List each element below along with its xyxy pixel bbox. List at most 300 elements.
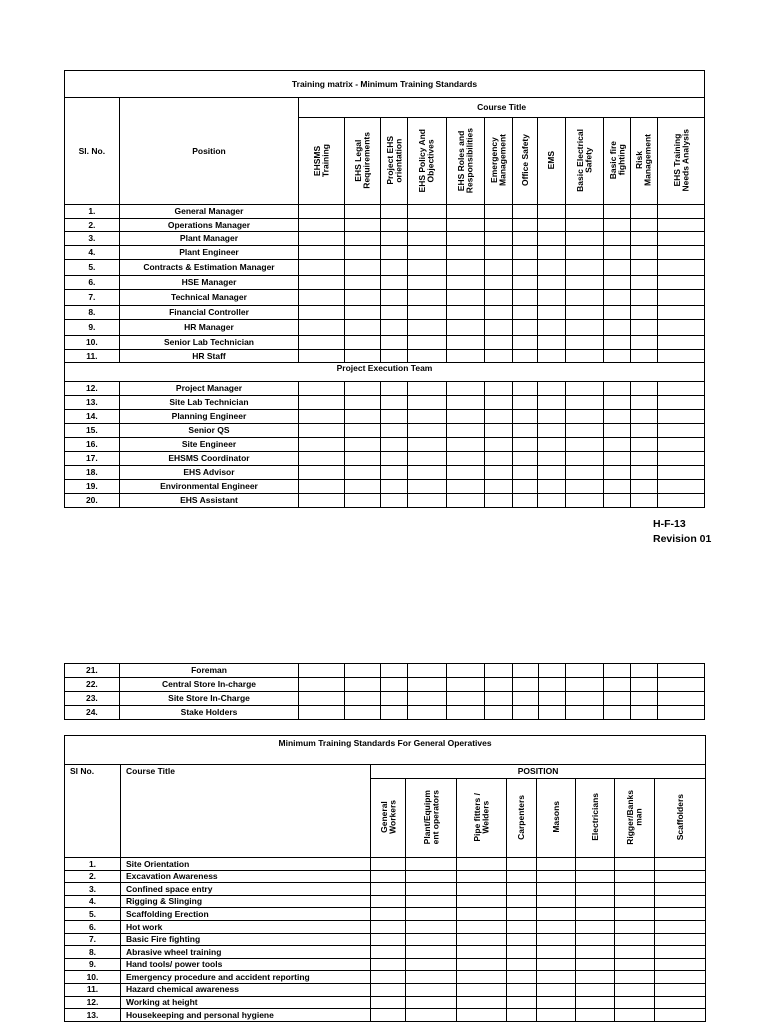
matrix-cell [604, 350, 630, 363]
matrix-cell [299, 706, 345, 720]
course-header-cell [538, 118, 565, 205]
matrix-cell [299, 396, 345, 410]
matrix-cell [630, 260, 657, 276]
position-header-cell [507, 779, 537, 858]
row-number: 2. [65, 870, 121, 883]
matrix-cell [457, 933, 507, 946]
course-title-label: Basic fire fighting [607, 141, 627, 180]
matrix-cell [658, 246, 705, 260]
course-title-label: EMS [546, 151, 557, 170]
matrix-cell [447, 480, 485, 494]
matrix-cell [447, 424, 485, 438]
matrix-cell [630, 678, 657, 692]
matrix-cell [538, 336, 565, 350]
matrix-cell [507, 883, 537, 896]
matrix-cell [565, 452, 604, 466]
matrix-cell [658, 205, 705, 219]
matrix-cell [658, 678, 705, 692]
matrix-cell [407, 410, 447, 424]
table-row [65, 706, 705, 720]
matrix-cell [507, 996, 537, 1009]
matrix-cell [538, 494, 565, 508]
matrix-cell [538, 290, 565, 306]
matrix-cell [507, 946, 537, 959]
matrix-cell [576, 1009, 615, 1022]
matrix-cell [371, 958, 406, 971]
matrix-cell [513, 410, 538, 424]
matrix-cell [604, 438, 630, 452]
matrix-cell [576, 858, 615, 871]
course-title-header: Course Title [299, 98, 705, 118]
matrix-cell [538, 260, 565, 276]
row-number: 3. [65, 232, 120, 246]
matrix-cell [484, 232, 512, 246]
matrix-cell [447, 336, 485, 350]
matrix-cell [604, 692, 630, 706]
matrix-cell [630, 205, 657, 219]
matrix-cell [407, 260, 447, 276]
course-header-cell [299, 118, 345, 205]
matrix-cell [344, 706, 381, 720]
matrix-cell [655, 883, 706, 896]
row-number: 5. [65, 908, 121, 921]
matrix-cell [299, 664, 345, 678]
matrix-cell [513, 276, 538, 290]
matrix-cell [299, 410, 345, 424]
row-number: 12. [65, 382, 120, 396]
matrix-cell [565, 424, 604, 438]
matrix-cell [299, 480, 345, 494]
matrix-cell [447, 320, 485, 336]
row-course: Housekeeping and personal hygiene [121, 1009, 371, 1022]
matrix-cell [344, 260, 381, 276]
matrix-cell [615, 870, 655, 883]
matrix-cell [630, 494, 657, 508]
matrix-cell [538, 246, 565, 260]
matrix-cell [344, 276, 381, 290]
matrix-cell [447, 219, 485, 232]
matrix-cell [604, 320, 630, 336]
matrix-cell [299, 692, 345, 706]
position-label: Carpenters [516, 794, 527, 840]
row-course: Hazard chemical awareness [121, 983, 371, 996]
matrix-cell [565, 664, 604, 678]
matrix-cell [381, 692, 407, 706]
matrix-cell [513, 438, 538, 452]
table-row [65, 883, 706, 896]
matrix-cell [604, 424, 630, 438]
matrix-cell [371, 996, 406, 1009]
row-position: Site Engineer [119, 438, 298, 452]
matrix-cell [457, 883, 507, 896]
matrix-cell [604, 290, 630, 306]
row-number: 7. [65, 290, 120, 306]
matrix-cell [381, 466, 407, 480]
row-number: 5. [65, 260, 120, 276]
course-header-cell [565, 118, 604, 205]
position-header-cell [576, 779, 615, 858]
row-number: 14. [65, 410, 120, 424]
matrix-cell [507, 895, 537, 908]
matrix-cell [538, 396, 565, 410]
matrix-cell [484, 276, 512, 290]
course-title-label: Office Safety [520, 134, 531, 187]
matrix-cell [537, 858, 576, 871]
matrix-cell [658, 306, 705, 320]
matrix-cell [655, 996, 706, 1009]
matrix-cell [344, 219, 381, 232]
matrix-cell [576, 883, 615, 896]
matrix-cell [407, 219, 447, 232]
table-row [65, 895, 706, 908]
course-title-label: EHSMS Training [312, 143, 331, 177]
matrix-cell [484, 260, 512, 276]
row-number: 12. [65, 996, 121, 1009]
matrix-cell [406, 971, 457, 984]
row-course: Hot work [121, 920, 371, 933]
matrix-cell [565, 219, 604, 232]
table-row [65, 410, 705, 424]
table-row [65, 958, 706, 971]
row-course: Hand tools/ power tools [121, 958, 371, 971]
matrix-cell [658, 350, 705, 363]
matrix-cell [604, 480, 630, 494]
matrix-cell [658, 219, 705, 232]
matrix-cell [299, 306, 345, 320]
course-header-cell [604, 118, 630, 205]
matrix-cell [457, 895, 507, 908]
matrix-cell [371, 946, 406, 959]
row-position: Plant Engineer [119, 246, 298, 260]
matrix-cell [371, 920, 406, 933]
matrix-cell [513, 706, 538, 720]
table-row [65, 205, 705, 219]
matrix-cell [655, 920, 706, 933]
row-number: 9. [65, 958, 121, 971]
row-number: 4. [65, 895, 121, 908]
matrix-cell [344, 232, 381, 246]
matrix-cell [484, 692, 512, 706]
matrix-cell [447, 452, 485, 466]
row-position: Financial Controller [119, 306, 298, 320]
matrix-cell [576, 920, 615, 933]
matrix-cell [406, 870, 457, 883]
row-position: HSE Manager [119, 276, 298, 290]
matrix-cell [447, 290, 485, 306]
matrix-cell [484, 678, 512, 692]
row-number: 2. [65, 219, 120, 232]
table-row [65, 290, 705, 306]
matrix-cell [406, 946, 457, 959]
matrix-cell [565, 306, 604, 320]
matrix-cell [299, 678, 345, 692]
matrix-cell [381, 336, 407, 350]
matrix-cell [537, 946, 576, 959]
matrix-cell [484, 466, 512, 480]
matrix-cell [538, 692, 565, 706]
matrix-cell [630, 382, 657, 396]
matrix-cell [538, 276, 565, 290]
matrix-cell [630, 480, 657, 494]
matrix-cell [658, 706, 705, 720]
matrix-cell [537, 908, 576, 921]
matrix-cell [507, 933, 537, 946]
matrix-cell [513, 424, 538, 438]
matrix-cell [565, 276, 604, 290]
matrix-cell [655, 958, 706, 971]
matrix-cell [484, 494, 512, 508]
row-position: Site Lab Technician [119, 396, 298, 410]
matrix-cell [565, 260, 604, 276]
matrix-cell [576, 983, 615, 996]
matrix-cell [630, 246, 657, 260]
matrix-cell [484, 410, 512, 424]
matrix-cell [604, 678, 630, 692]
course-title-label: EHS Training Needs Analysis [671, 128, 691, 192]
matrix-cell [344, 664, 381, 678]
matrix-cell [407, 678, 447, 692]
matrix-cell [615, 946, 655, 959]
matrix-cell [565, 320, 604, 336]
matrix-cell [447, 306, 485, 320]
matrix-cell [513, 350, 538, 363]
course-title-label: Risk Management [634, 134, 653, 187]
matrix-cell [406, 883, 457, 896]
matrix-cell [484, 306, 512, 320]
training-matrix-continuation-table [64, 663, 705, 720]
matrix-cell [344, 246, 381, 260]
matrix-cell [538, 382, 565, 396]
row-number: 13. [65, 396, 120, 410]
row-course: Site Orientation [121, 858, 371, 871]
position-label: Scaffolders [674, 794, 685, 841]
row-position: Foreman [119, 664, 299, 678]
matrix-cell [447, 276, 485, 290]
matrix-cell [658, 320, 705, 336]
matrix-cell [513, 290, 538, 306]
matrix-cell [538, 438, 565, 452]
matrix-cell [604, 306, 630, 320]
position-label: Plant/Equipm ent operators [421, 790, 440, 845]
course-title-label: Project EHS orientation [384, 135, 403, 185]
matrix-cell [406, 933, 457, 946]
matrix-cell [407, 480, 447, 494]
matrix-cell [513, 336, 538, 350]
table-row [65, 971, 706, 984]
matrix-cell [658, 232, 705, 246]
matrix-cell [381, 276, 407, 290]
row-course: Working at height [121, 996, 371, 1009]
table-row [65, 246, 705, 260]
matrix-cell [484, 205, 512, 219]
table-row [65, 946, 706, 959]
matrix-cell [484, 438, 512, 452]
matrix-cell [538, 205, 565, 219]
row-course: Basic Fire fighting [121, 933, 371, 946]
matrix-cell [447, 692, 485, 706]
matrix-cell [565, 232, 604, 246]
table-row [65, 438, 705, 452]
matrix-cell [344, 205, 381, 219]
position-header-cell [537, 779, 576, 858]
matrix-cell [447, 410, 485, 424]
table-row [65, 858, 706, 871]
section-label: Project Execution Team [65, 363, 705, 382]
matrix-cell [371, 895, 406, 908]
row-course: Rigging & Slinging [121, 895, 371, 908]
matrix-cell [537, 1009, 576, 1022]
row-number: 6. [65, 920, 121, 933]
matrix-cell [565, 466, 604, 480]
matrix-cell [299, 336, 345, 350]
matrix-cell [513, 452, 538, 466]
matrix-cell [565, 350, 604, 363]
course-title-label: EHS Legal Requirements [353, 131, 372, 189]
table-row [65, 306, 705, 320]
matrix-cell [615, 883, 655, 896]
matrix-cell [615, 1009, 655, 1022]
matrix-cell [615, 971, 655, 984]
matrix-cell [344, 336, 381, 350]
row-position: Senior Lab Technician [119, 336, 298, 350]
matrix-cell [604, 494, 630, 508]
matrix-cell [604, 664, 630, 678]
row-course: Scaffolding Erection [121, 908, 371, 921]
position-label: Pipe fitters / Welders [472, 792, 491, 842]
matrix-cell [655, 971, 706, 984]
matrix-cell [513, 396, 538, 410]
matrix-cell [604, 219, 630, 232]
matrix-cell [381, 246, 407, 260]
matrix-cell [407, 438, 447, 452]
matrix-cell [537, 983, 576, 996]
matrix-cell [658, 480, 705, 494]
matrix-cell [447, 260, 485, 276]
matrix-cell [513, 205, 538, 219]
matrix-cell [299, 320, 345, 336]
matrix-cell [407, 396, 447, 410]
matrix-cell [507, 870, 537, 883]
table-row [65, 920, 706, 933]
matrix-cell [576, 996, 615, 1009]
matrix-cell [538, 466, 565, 480]
matrix-cell [537, 920, 576, 933]
matrix-cell [576, 870, 615, 883]
matrix-cell [344, 678, 381, 692]
matrix-cell [565, 382, 604, 396]
matrix-cell [371, 933, 406, 946]
matrix-cell [447, 350, 485, 363]
matrix-cell [630, 466, 657, 480]
matrix-cell [407, 494, 447, 508]
matrix-cell [658, 692, 705, 706]
matrix-cell [381, 424, 407, 438]
row-position: Central Store In-charge [119, 678, 299, 692]
matrix-cell [655, 895, 706, 908]
matrix-cell [604, 466, 630, 480]
matrix-cell [513, 219, 538, 232]
matrix-cell [537, 933, 576, 946]
position-header-cell [655, 779, 706, 858]
matrix-cell [537, 895, 576, 908]
matrix-cell [658, 438, 705, 452]
matrix-cell [655, 983, 706, 996]
matrix-cell [604, 205, 630, 219]
matrix-cell [513, 692, 538, 706]
matrix-cell [299, 494, 345, 508]
training-matrix-table [64, 70, 705, 508]
matrix-cell [344, 350, 381, 363]
matrix-cell [381, 205, 407, 219]
matrix-cell [344, 452, 381, 466]
row-number: 1. [65, 858, 121, 871]
matrix-cell [507, 958, 537, 971]
row-number: 18. [65, 466, 120, 480]
row-number: 10. [65, 336, 120, 350]
row-position: Senior QS [119, 424, 298, 438]
table-row [65, 1009, 706, 1022]
matrix-cell [344, 438, 381, 452]
matrix-cell [538, 480, 565, 494]
position-header: Position [119, 98, 298, 205]
matrix-cell [381, 410, 407, 424]
row-number: 11. [65, 350, 120, 363]
matrix-cell [299, 219, 345, 232]
matrix-cell [299, 466, 345, 480]
matrix-cell [565, 336, 604, 350]
matrix-cell [565, 678, 604, 692]
matrix-cell [371, 870, 406, 883]
position-header-cell [371, 779, 406, 858]
matrix-cell [604, 396, 630, 410]
matrix-cell [630, 664, 657, 678]
table-row [65, 480, 705, 494]
matrix-cell [457, 958, 507, 971]
matrix-cell [457, 996, 507, 1009]
matrix-cell [565, 396, 604, 410]
matrix-cell [344, 410, 381, 424]
matrix-cell [407, 276, 447, 290]
matrix-cell [457, 920, 507, 933]
matrix-cell [484, 320, 512, 336]
matrix-cell [507, 971, 537, 984]
matrix-cell [299, 276, 345, 290]
matrix-cell [407, 205, 447, 219]
matrix-cell [604, 232, 630, 246]
row-number: 6. [65, 276, 120, 290]
matrix-cell [447, 382, 485, 396]
matrix-cell [658, 664, 705, 678]
matrix-cell [406, 908, 457, 921]
matrix-cell [655, 870, 706, 883]
matrix-cell [538, 410, 565, 424]
row-position: Technical Manager [119, 290, 298, 306]
matrix-cell [630, 276, 657, 290]
position-label: Masons [550, 801, 561, 834]
matrix-cell [630, 452, 657, 466]
matrix-cell [406, 895, 457, 908]
matrix-cell [407, 706, 447, 720]
matrix-cell [457, 1009, 507, 1022]
matrix-cell [381, 494, 407, 508]
matrix-cell [604, 260, 630, 276]
table-row [65, 678, 705, 692]
matrix-cell [615, 895, 655, 908]
matrix-cell [513, 232, 538, 246]
matrix-cell [299, 382, 345, 396]
matrix-cell [371, 858, 406, 871]
table-row [65, 452, 705, 466]
